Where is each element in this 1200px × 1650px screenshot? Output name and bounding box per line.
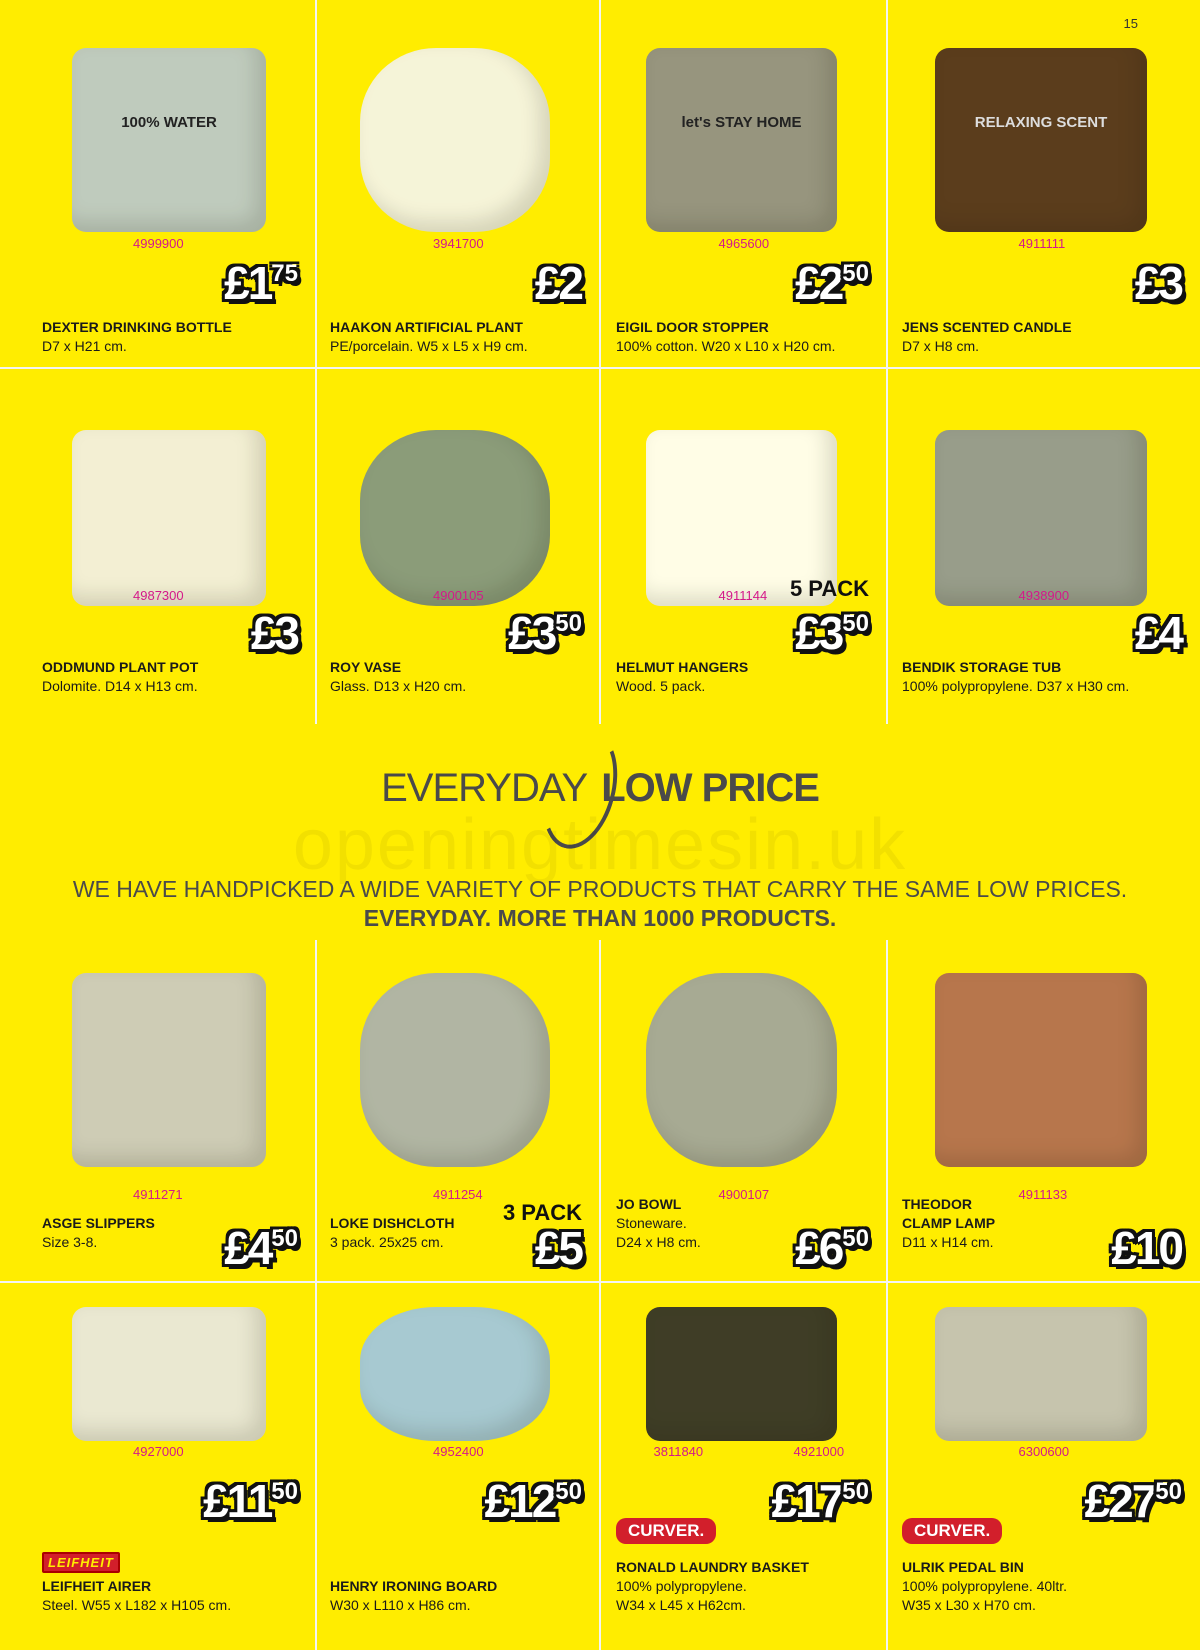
product-code-2: 4921000 bbox=[793, 1444, 845, 1459]
product-image-shape bbox=[646, 48, 837, 233]
product-info bbox=[330, 1214, 454, 1252]
product-image-shape bbox=[935, 1307, 1146, 1441]
product-description: 100% polypropylene. bbox=[616, 1578, 747, 1594]
product-code: 4952400 bbox=[433, 1444, 484, 1459]
price-pounds: £4 bbox=[1134, 607, 1182, 659]
page-number: 15 bbox=[1123, 16, 1138, 31]
product-info bbox=[42, 318, 232, 356]
price-tag bbox=[795, 257, 869, 309]
product-card-henry-ironing-board[interactable] bbox=[316, 1282, 600, 1650]
product-card-helmut-hangers[interactable] bbox=[600, 368, 887, 724]
product-description: D11 x H14 cm. bbox=[902, 1234, 994, 1250]
product-image-shape bbox=[935, 973, 1146, 1166]
price-pence: 75 bbox=[271, 260, 298, 287]
price-pounds: £3 bbox=[1134, 257, 1182, 309]
price-tag bbox=[795, 1222, 869, 1274]
price-tag bbox=[1111, 1222, 1182, 1274]
logo-light-text: EVERYDAY bbox=[381, 766, 588, 810]
product-code: 4938900 bbox=[1018, 588, 1070, 603]
product-info bbox=[902, 658, 1129, 696]
price-pounds: £6 bbox=[795, 1222, 843, 1274]
product-info bbox=[616, 1195, 701, 1252]
product-name[interactable]: LOKE DISHCLOTH bbox=[330, 1215, 455, 1231]
price-pounds: £12 bbox=[484, 1475, 556, 1527]
price-pounds: £5 bbox=[534, 1222, 582, 1274]
price-pounds: £4 bbox=[224, 1222, 272, 1274]
product-code: 4911144 bbox=[718, 588, 768, 603]
price-pence: 50 bbox=[842, 610, 869, 637]
price-pounds: £2 bbox=[534, 257, 582, 309]
product-card-dexter-drinking-bottle[interactable] bbox=[0, 0, 316, 368]
product-info bbox=[616, 318, 835, 356]
product-description: Steel. W55 x L182 x H105 cm. bbox=[42, 1597, 232, 1613]
price-tag bbox=[203, 1475, 298, 1527]
product-name[interactable]: ASGE SLIPPERS bbox=[42, 1215, 155, 1231]
product-description: 100% cotton. W20 x L10 x H20 cm. bbox=[616, 338, 836, 354]
product-image-shape bbox=[646, 973, 837, 1166]
watermark: openingtimesin.uk bbox=[292, 805, 908, 885]
price-tag bbox=[534, 257, 582, 309]
product-card-asge-slippers[interactable] bbox=[0, 940, 316, 1282]
price-pounds: £3 bbox=[250, 607, 298, 659]
product-image[interactable] bbox=[330, 1294, 580, 1454]
price-tag bbox=[224, 257, 298, 309]
product-info bbox=[42, 658, 198, 696]
product-description: PE/porcelain. W5 x L5 x H9 cm. bbox=[330, 338, 528, 354]
price-pounds: £1 bbox=[224, 257, 272, 309]
product-code: 4965600 bbox=[718, 236, 770, 251]
product-name[interactable]: ULRIK PEDAL BIN bbox=[902, 1559, 1024, 1575]
product-description: D24 x H8 cm. bbox=[616, 1234, 701, 1250]
product-card-jens-scented-candle[interactable] bbox=[887, 0, 1200, 368]
product-description: D7 x H8 cm. bbox=[902, 338, 980, 354]
product-code: 4911271 bbox=[133, 1187, 183, 1202]
price-pounds: £2 bbox=[795, 257, 843, 309]
product-card-ronald-laundry-basket[interactable] bbox=[600, 1282, 887, 1650]
product-code: 4911133 bbox=[1018, 1187, 1068, 1202]
product-info bbox=[330, 318, 528, 356]
price-tag bbox=[1134, 257, 1182, 309]
product-image-shape bbox=[360, 973, 550, 1166]
price-tag bbox=[250, 607, 298, 659]
price-pence: 50 bbox=[555, 1478, 582, 1505]
product-description: Glass. D13 x H20 cm. bbox=[330, 678, 467, 694]
product-name[interactable]: EIGIL DOOR STOPPER bbox=[616, 319, 769, 335]
price-pounds: £11 bbox=[203, 1475, 272, 1527]
product-image[interactable] bbox=[42, 1294, 296, 1454]
product-info bbox=[42, 1577, 231, 1615]
price-tag bbox=[534, 1222, 582, 1274]
product-image-shape bbox=[72, 1307, 265, 1441]
brand-logo-curver: CURVER. bbox=[616, 1518, 716, 1544]
product-description: Wood. 5 pack. bbox=[616, 678, 706, 694]
product-description: W35 x L30 x H70 cm. bbox=[902, 1597, 1036, 1613]
product-info bbox=[330, 1577, 497, 1615]
product-name[interactable]: JENS SCENTED CANDLE bbox=[902, 319, 1072, 335]
product-image-shape bbox=[72, 973, 265, 1166]
product-image[interactable] bbox=[330, 30, 580, 250]
price-pounds: £3 bbox=[795, 607, 843, 659]
product-card-haakon-artificial-plant[interactable] bbox=[316, 0, 600, 368]
product-code: 4900107 bbox=[718, 1187, 770, 1202]
price-pence: 50 bbox=[555, 610, 582, 637]
product-code: 4987300 bbox=[133, 588, 184, 603]
product-description: W30 x L110 x H86 cm. bbox=[330, 1597, 471, 1613]
product-image-shape bbox=[72, 430, 265, 606]
product-name[interactable]: HENRY IRONING BOARD bbox=[330, 1578, 498, 1594]
product-code: 3941700 bbox=[433, 236, 484, 251]
product-code: 3811840 bbox=[653, 1444, 704, 1459]
product-description: 100% polypropylene. 40ltr. bbox=[902, 1578, 1067, 1594]
product-image[interactable] bbox=[902, 955, 1180, 1185]
product-name[interactable]: ODDMUND PLANT POT bbox=[42, 659, 199, 675]
price-pounds: £10 bbox=[1111, 1222, 1182, 1274]
price-pence: 50 bbox=[842, 1478, 869, 1505]
product-image-shape bbox=[360, 48, 550, 233]
price-pence: 50 bbox=[271, 1225, 298, 1252]
product-card-roy-vase[interactable] bbox=[316, 368, 600, 724]
product-code: 4911254 bbox=[433, 1187, 483, 1202]
product-card-eigil-door-stopper[interactable] bbox=[600, 0, 887, 368]
product-image-shape bbox=[935, 48, 1146, 233]
product-name[interactable]: LEIFHEIT AIRER bbox=[42, 1578, 152, 1594]
product-card-leifheit-airer[interactable] bbox=[0, 1282, 316, 1650]
product-description: 100% polypropylene. D37 x H30 cm. bbox=[902, 678, 1130, 694]
price-pence: 50 bbox=[842, 260, 869, 287]
product-description: Size 3-8. bbox=[42, 1234, 98, 1250]
price-pounds: £27 bbox=[1084, 1475, 1156, 1527]
product-description: D7 x H21 cm. bbox=[42, 338, 127, 354]
price-pence: 50 bbox=[271, 1478, 298, 1505]
product-image[interactable] bbox=[902, 30, 1180, 250]
everyday-low-price-banner bbox=[0, 724, 1200, 940]
product-name[interactable]: THEODOR bbox=[902, 1196, 972, 1212]
product-image-shape bbox=[72, 48, 265, 233]
price-pence: 50 bbox=[1155, 1478, 1182, 1505]
product-code: 4927000 bbox=[133, 1444, 184, 1459]
product-image[interactable] bbox=[616, 955, 867, 1185]
tagline: WE HAVE HANDPICKED A WIDE VARIETY OF PRODUCTS THAT CARRY THE SAME LOW PRICES. bbox=[72, 876, 1128, 902]
product-code: 6300600 bbox=[1018, 1444, 1070, 1459]
price-tag bbox=[795, 607, 869, 659]
product-info bbox=[902, 318, 1072, 356]
product-name[interactable]: DEXTER DRINKING BOTTLE bbox=[42, 319, 232, 335]
brand-logo-leifheit: LEIFHEIT bbox=[42, 1552, 120, 1573]
product-card-ulrik-pedal-bin[interactable] bbox=[887, 1282, 1200, 1650]
product-info bbox=[330, 658, 466, 696]
product-info bbox=[902, 1558, 1067, 1615]
product-info bbox=[616, 1558, 809, 1615]
pack-label: 3 PACK bbox=[502, 1200, 582, 1225]
product-image[interactable] bbox=[42, 955, 296, 1185]
price-pounds: £3 bbox=[508, 607, 556, 659]
product-name[interactable]: JO BOWL bbox=[616, 1196, 682, 1212]
price-tag bbox=[1134, 607, 1182, 659]
product-image[interactable] bbox=[42, 30, 296, 250]
product-image[interactable] bbox=[902, 1294, 1180, 1454]
product-info bbox=[902, 1195, 995, 1252]
product-image[interactable] bbox=[616, 30, 867, 250]
brand-logo-curver: CURVER. bbox=[902, 1518, 1002, 1544]
product-info bbox=[616, 658, 748, 696]
product-card-loke-dishcloth[interactable] bbox=[316, 940, 600, 1282]
price-tag bbox=[771, 1475, 869, 1527]
product-image-shape bbox=[646, 1307, 837, 1441]
product-code: 4900105 bbox=[433, 588, 484, 603]
price-pence: 50 bbox=[842, 1225, 869, 1252]
product-image[interactable] bbox=[330, 955, 580, 1185]
product-description: 3 pack. 25x25 cm. bbox=[330, 1234, 444, 1250]
product-code: 4911111 bbox=[1018, 236, 1066, 251]
price-tag bbox=[508, 607, 582, 659]
product-name[interactable]: BENDIK STORAGE TUB bbox=[902, 659, 1062, 675]
price-tag bbox=[1084, 1475, 1182, 1527]
product-card-oddmund-plant-pot[interactable] bbox=[0, 368, 316, 724]
product-description: Stoneware. bbox=[616, 1215, 687, 1231]
logo-bold-text: LOW PRICE bbox=[601, 766, 819, 810]
product-image[interactable] bbox=[616, 1294, 867, 1454]
price-tag bbox=[484, 1475, 582, 1527]
product-info bbox=[42, 1214, 155, 1252]
product-name[interactable]: HELMUT HANGERS bbox=[616, 659, 749, 675]
tagline-bold: EVERYDAY. MORE THAN 1000 PRODUCTS. bbox=[363, 905, 837, 931]
product-card-jo-bowl[interactable] bbox=[600, 940, 887, 1282]
product-image-label: let's STAY HOME bbox=[681, 113, 802, 131]
product-image-shape bbox=[360, 430, 550, 606]
product-card-theodor-clamp-lamp[interactable] bbox=[887, 940, 1200, 1282]
product-code: 4999900 bbox=[133, 236, 184, 251]
product-name[interactable]: HAAKON ARTIFICIAL PLANT bbox=[330, 319, 523, 335]
product-description: Dolomite. D14 x H13 cm. bbox=[42, 678, 198, 694]
product-image-label: RELAXING SCENT bbox=[974, 113, 1108, 131]
product-name[interactable]: RONALD LAUNDRY BASKET bbox=[616, 1559, 809, 1575]
product-description: W34 x L45 x H62cm. bbox=[616, 1597, 746, 1613]
pack-label: 5 PACK bbox=[789, 576, 869, 601]
price-tag bbox=[224, 1222, 298, 1274]
product-card-bendik-storage-tub[interactable] bbox=[887, 368, 1200, 724]
product-image-label: 100% WATER bbox=[121, 113, 217, 131]
product-name[interactable]: ROY VASE bbox=[330, 659, 402, 675]
product-image-shape bbox=[360, 1307, 550, 1441]
price-pounds: £17 bbox=[771, 1475, 843, 1527]
product-image-shape bbox=[935, 430, 1146, 606]
product-name[interactable]: CLAMP LAMP bbox=[902, 1215, 996, 1231]
